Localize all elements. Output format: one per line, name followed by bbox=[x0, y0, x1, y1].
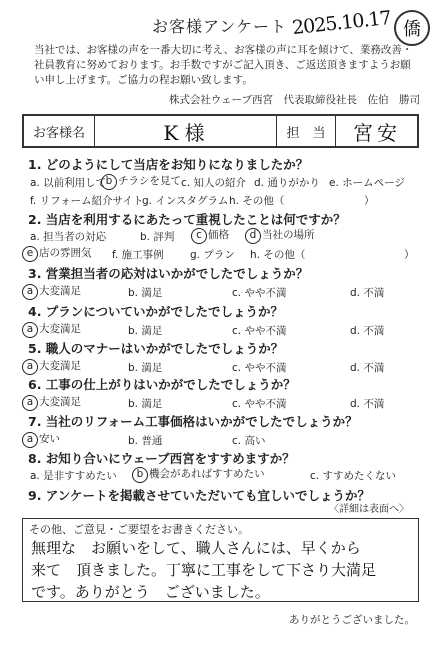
selection-circle: b bbox=[101, 174, 117, 190]
comment-line: 来て 頂きました。丁寧に工事をして下さり大満足 bbox=[31, 561, 377, 579]
question-5: 5. 職人のマナーはいかがでしたでしょうか？ bbox=[28, 341, 284, 356]
question-7: 7. 当社のリフォーム工事価格はいかがでしたでしょうか？ bbox=[28, 414, 358, 429]
question-4: 4. プランについていかがでしたでしょうか？ bbox=[28, 304, 284, 319]
selection-circle: a bbox=[22, 395, 38, 411]
option: ） bbox=[404, 249, 415, 261]
selected-option: b チラシを見て bbox=[101, 173, 181, 190]
option: d. 不満 bbox=[350, 398, 385, 410]
selection-circle: e bbox=[22, 246, 38, 262]
selection-circle: a bbox=[22, 359, 38, 375]
selection-circle: a bbox=[22, 284, 38, 300]
option: c. やや不満 bbox=[232, 325, 287, 337]
option: b. 普通 bbox=[128, 435, 163, 447]
option: g. インスタグラム bbox=[142, 195, 229, 207]
option: ） bbox=[364, 195, 375, 207]
selected-option: a 大変満足 bbox=[22, 321, 81, 338]
question-2: 2. 当店を利用するにあたって重視したことは何ですか？ bbox=[28, 212, 346, 227]
question-1: 1. どのようにして当店をお知りになりましたか？ bbox=[28, 157, 309, 172]
option: d. 不満 bbox=[350, 287, 385, 299]
detail-note: 〈詳細は表面へ〉 bbox=[329, 504, 409, 515]
comments-heading: その他、ご意見・ご要望をお書きください。 bbox=[29, 523, 249, 536]
customer-info-box bbox=[22, 114, 419, 148]
option: c. 高い bbox=[232, 435, 266, 447]
intro-text: 当社では、お客様の声を一番大切に考え、お客様の声に耳を傾けて、業務改善・社員教育に努めております。お手数ですがご記入頂き、ご返送頂きますようお願い申し上げます。ご協力の程お願い致します。 bbox=[34, 44, 413, 86]
comment-line: 無理な お願いをして、職人さんには、早くから bbox=[31, 539, 361, 557]
option: b. 満足 bbox=[128, 362, 163, 374]
option: d. 不満 bbox=[350, 325, 385, 337]
selected-option: a 大変満足 bbox=[22, 358, 81, 375]
question-9: 9. アンケートを掲載させていただいても宜しいでしょうか？ bbox=[28, 488, 371, 503]
option: f. 施工事例 bbox=[112, 249, 164, 261]
selection-circle: b bbox=[132, 467, 148, 483]
option: b. 満足 bbox=[128, 398, 163, 410]
option: b. 満足 bbox=[128, 287, 163, 299]
customer-name-label: お客様名 bbox=[24, 116, 95, 146]
comment-line: です。ありがとう ございました。 bbox=[31, 583, 270, 601]
option: g. プラン bbox=[190, 249, 235, 261]
selected-option: a 大変満足 bbox=[22, 283, 81, 300]
question-3: 3. 営業担当者の応対はいかがでしたでしょうか？ bbox=[28, 266, 309, 281]
option: c. やや不満 bbox=[232, 398, 287, 410]
option: d. 不満 bbox=[350, 362, 385, 374]
option: e. ホームページ bbox=[329, 177, 405, 189]
selected-option: a 安い bbox=[22, 431, 60, 448]
selection-circle: c bbox=[191, 228, 207, 244]
staff-label: 担 当 bbox=[276, 116, 336, 146]
question-8: 8. お知り合いにウェーブ西宮をすすめますか？ bbox=[28, 451, 295, 466]
option: d. 通りがかり bbox=[254, 177, 320, 189]
page-title: お客様アンケート bbox=[151, 17, 288, 36]
staff-value: 宮安 bbox=[353, 120, 401, 145]
selection-circle: a bbox=[22, 432, 38, 448]
option: c. 知人の紹介 bbox=[181, 177, 246, 189]
option: h. その他（ bbox=[229, 195, 285, 207]
option: b. 評判 bbox=[140, 231, 175, 243]
company-signature: 株式会社ウェーブ西宮 代表取締役社長 佐伯 勝司 bbox=[168, 94, 420, 106]
option: a. 担当者の対応 bbox=[30, 231, 107, 243]
comments-box bbox=[22, 518, 419, 602]
selected-option: c 価格 bbox=[191, 227, 229, 244]
option: h. その他（ bbox=[250, 249, 306, 261]
option: b. 満足 bbox=[128, 325, 163, 337]
selected-option: b 機会があればすすめたい bbox=[132, 466, 265, 483]
option: c. やや不満 bbox=[232, 362, 287, 374]
selection-circle: d bbox=[245, 228, 261, 244]
option: a. 是非すすめたい bbox=[30, 470, 117, 482]
selection-circle: a bbox=[22, 322, 38, 338]
seal-stamp: 僑 bbox=[394, 10, 430, 46]
option: f. リフォーム紹介サイト bbox=[30, 195, 144, 207]
question-6: 6. 工事の仕上がりはいかがでしたでしょうか？ bbox=[28, 377, 296, 392]
customer-name-value: K 様 bbox=[163, 120, 205, 145]
selected-option: e 店の雰囲気 bbox=[22, 245, 92, 262]
selected-option: d 当社の場所 bbox=[245, 227, 315, 244]
option: c. やや不満 bbox=[232, 287, 287, 299]
option: a. 以前利用して bbox=[30, 177, 107, 189]
footer-thanks: ありがとうございました。 bbox=[289, 614, 415, 626]
handwritten-date: 2025.10.17 bbox=[291, 6, 392, 40]
option: c. すすめたくない bbox=[310, 470, 397, 482]
selected-option: a 大変満足 bbox=[22, 394, 81, 411]
